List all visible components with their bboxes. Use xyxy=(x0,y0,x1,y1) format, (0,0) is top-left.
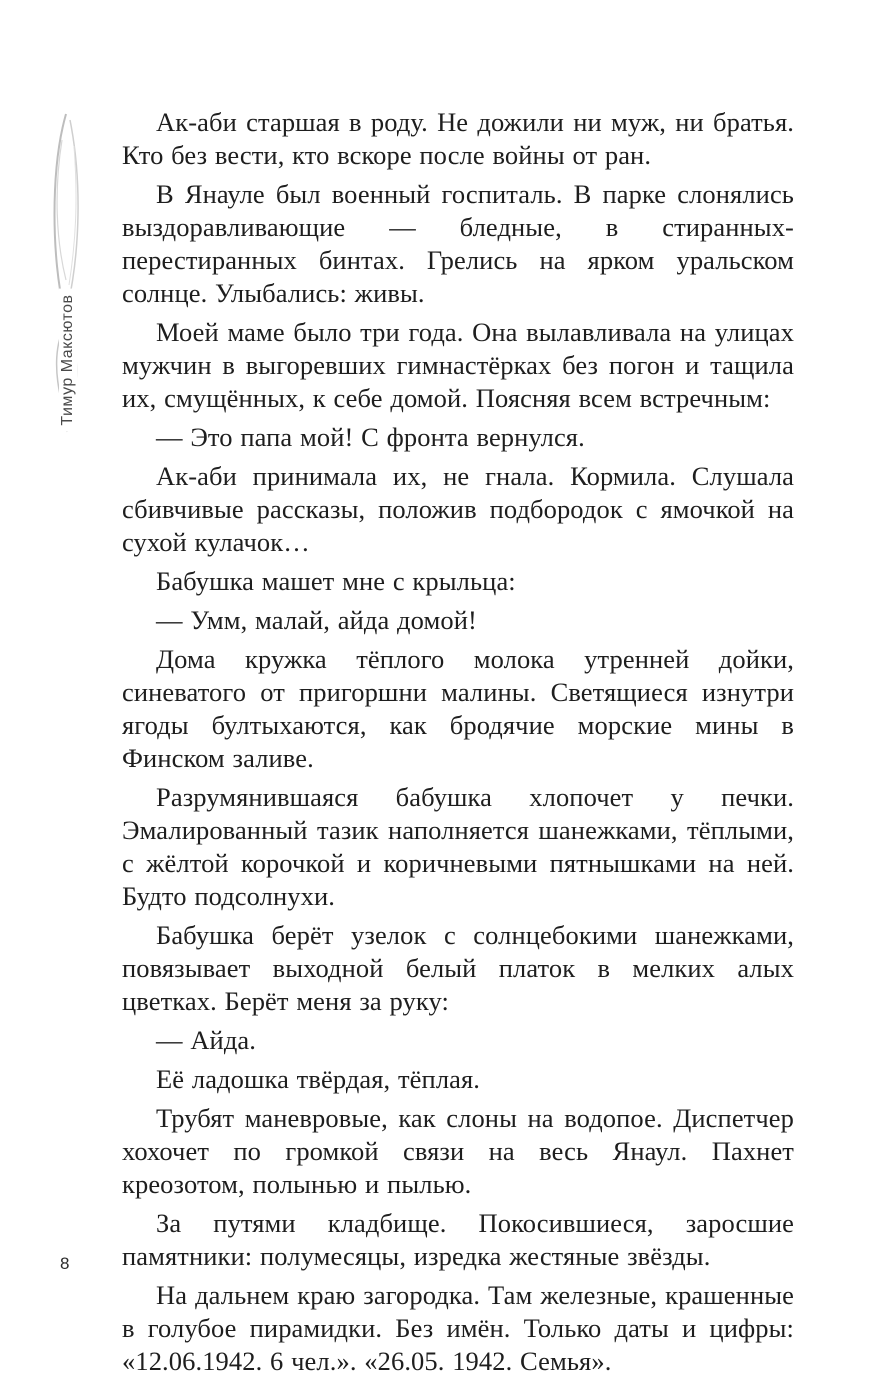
dialogue-line: — Айда. xyxy=(156,1025,257,1055)
author-name: Тимур Максютов xyxy=(59,288,77,431)
paragraph: На дальнем краю загородка. Там железные, крашенные в голубое пирамидки. Без имён. Только даты и цифры: «12.06.1942. 6 чел.». «26.05. 1942. Семья». xyxy=(122,1280,794,1376)
paragraph: Трубят маневровые, как слоны на водопое. Диспетчер хохочет по громкой связи на весь Янаул. Пахнет креозотом, полынью и пылью. xyxy=(122,1103,794,1199)
paragraph: Дома кружка тёплого молока утренней дойки, синеватого от пригоршни малины. Светящиеся изнутри ягоды бултыхаются, как бродячие морские мины в Финском заливе. xyxy=(122,644,794,773)
paragraph: Ак-аби старшая в роду. Не дожили ни муж, ни братья. Кто без вести, кто вскоре после войны от ран. xyxy=(122,107,794,170)
paragraph: Разрумянившаяся бабушка хлопочет у печки. Эмалированный тазик наполняется шанежками, тёплыми, с жёлтой корочкой и коричневыми пятнышками на ней. Будто подсолнухи. xyxy=(122,782,794,911)
dialogue-line: — Умм, малай, айда домой! xyxy=(156,605,477,635)
dialogue-line: — Это папа мой! С фронта вернулся. xyxy=(156,422,585,452)
paragraph: Её ладошка твёрдая, тёплая. xyxy=(156,1064,481,1094)
paragraph: Бабушка машет мне с крыльца: xyxy=(156,566,516,596)
paragraph: Бабушка берёт узелок с солнцебокими шанежками, повязывает выходной белый платок в мелких алых цветках. Берёт меня за руку: xyxy=(122,920,794,1016)
body-text xyxy=(122,106,794,1384)
paragraph: За путями кладбище. Покосившиеся, заросшие памятники: полумесяцы, изредка жестяные звёзды. xyxy=(122,1208,794,1271)
paragraph: Ак-аби принимала их, не гнала. Кормила. Слушала сбивчивые рассказы, положив подбородок с ямочкой на сухой кулачок… xyxy=(122,461,794,557)
paragraph: Моей маме было три года. Она вылавливала на улицах мужчин в выгоревших гимнастёрках без погон и тащила их, смущённых, к себе домой. Поясняя всем встречным: xyxy=(122,317,794,413)
page-number: 8 xyxy=(60,1254,70,1273)
paragraph: В Янауле был военный госпиталь. В парке слонялись выздоравливающие — бледные, в стиранных-перестиранных бинтах. Грелись на ярком уральском солнце. Улыбались: живы. xyxy=(122,179,794,308)
running-header xyxy=(42,110,94,440)
